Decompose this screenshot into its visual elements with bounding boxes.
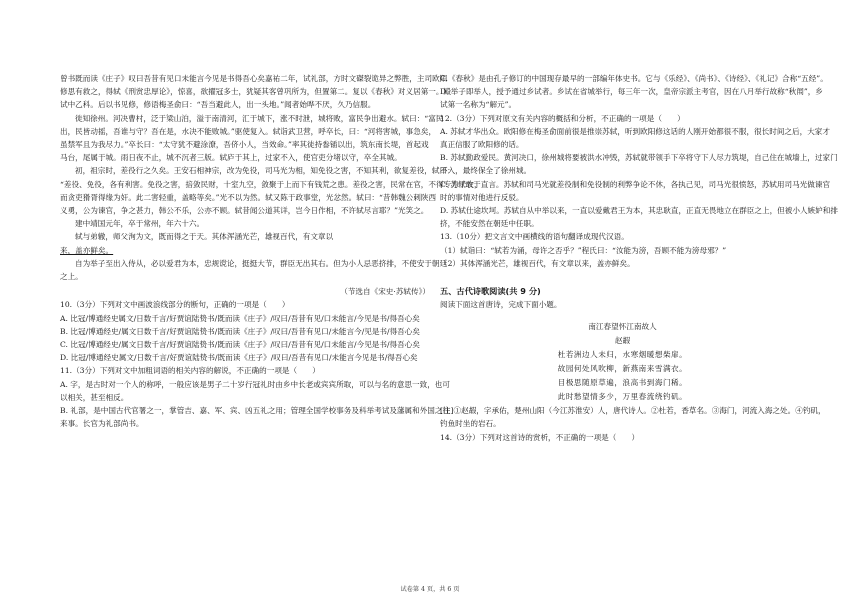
passage-line: 试中乙科。后以书见修，修语梅圣俞曰：“吾当避此人，出一头地。”闻者始哗不厌，久乃信服。 xyxy=(60,100,376,110)
poem-author: 赵嘏 xyxy=(614,336,631,346)
passage-line: 虽禁军且为我尽力。”卒长曰：“太守犹不避涂潦，吾侪小人，当效命。”率其徒持畚锸以出，筑东南长堤，首起戏 xyxy=(60,140,429,150)
passage-line-underlined: 来，盖亦鲜矣。 xyxy=(60,245,114,255)
section-intro: 阅读下面这首唐诗，完成下面小题。 xyxy=(440,300,562,310)
option-b: B. 比冠/博通经史/属文日数千言/好贾谊陆贽书/既而读《庄子》/叹曰/吾昔有见口/未能言今/见是书/得吾心矣 xyxy=(60,326,420,336)
question-12 xyxy=(440,112,838,231)
passage-line: “差役、免役，各有利害。免役之害，掊敛民财，十室九空，敛聚于上而下有钱荒之患。差役之害，民常在官，不得专力于农， xyxy=(60,179,482,189)
option-d: D. 苏轼仕途坎坷。苏轼自从中举以来，一直以爱戴君王为本，其忠耿直，正直无畏地立在群臣之上，但被小人嫉妒和排 xyxy=(440,206,838,216)
question-14-stem: 14.（3分）下列对这首诗的赏析，不正确的一项是（ ） xyxy=(440,432,640,442)
option-a-cont: 以相关，甚至相反。 xyxy=(60,392,129,402)
passage-line: 轼与弟辙，师父洵为文，既而得之于天。其体浑涵光芒，雄视百代，有文章以 xyxy=(75,232,334,242)
passage-line: 修思有救之，得轼《刑赏忠厚论》，惊喜，欲擢冠多士，犹疑其客曾巩所为，但置第二。复以《春秋》对义居第一。殿 xyxy=(60,87,452,97)
section-5 xyxy=(440,284,826,444)
question-13 xyxy=(440,230,805,270)
passage-line: 初，祖宗时，差役行之久矣。王安石相神宗，改为免役，司马光为相，知免役之害，不知其利，欲复差役，轼曰： xyxy=(75,166,455,176)
passage-line: 义勇，公为谏官，争之甚力，韩公不乐，公亦不顾。轼昔闻公道其详，岂今日作相，不许轼尽言耶？”光笑之。 xyxy=(60,206,429,216)
option-c-cont: 时的事情对他进行反驳。 xyxy=(440,192,524,202)
poem-line: 此时愁望情多少，万里春流绕钓矶。 xyxy=(557,392,688,402)
poem-title: 南江春望怀江南故人 xyxy=(588,322,657,332)
section-title: 五、古代诗歌阅读(共 9 分) xyxy=(440,286,541,297)
option-a: A. 苏轼才华出众。欧阳修在梅圣俞面前很是推崇苏轼，听到欧阳修这话的人刚开始都很不服，很长时间之后，大家才 xyxy=(440,126,830,136)
passage-line: 建中靖国元年，卒于常州，年六十六。 xyxy=(75,219,205,229)
option-b: B. 苏轼勤政爱民。黄河决口，徐州城将要被洪水冲毁，苏轼就带领手下卒将守下人尽力筑堤，自己住在城墙上，过家门 xyxy=(440,153,838,163)
passage-line: 徙知徐州。河决曹村，泛于梁山泊，溢于南清河，汇于城下，涨不时泄，城将败，富民争出避水。轼曰：“富民 xyxy=(75,113,444,123)
option-d: D. 比冠/博通经史属文/日数千言/好贾谊陆贽书/既而读《庄子》/叹曰/吾昔有见口/未能言今见是书/得吾心矣 xyxy=(60,353,418,363)
passage-line: 曾书既而读《庄子》叹曰吾昔有见口未能言今见是书得吾心矣嘉祐二年，试礼部，方时文磔裂诡异之弊胜，主司欧阳 xyxy=(60,74,448,83)
poem-line: 目极思随原草遍，浪高书到海门稀。 xyxy=(557,378,688,388)
option-c: C. 苏轼敢于直言。苏轼和司马光就差役制和免役制的利弊争论不休，各执己见，司马光很愤怒，苏轼用司马光做谏官 xyxy=(440,179,831,189)
option-a: A. 字，是古时对一个人的称呼，一般应该是男子二十岁行冠礼时由乡中长老或宾宾所取，可以与名的意思一致，也可 xyxy=(60,379,450,389)
passage-line: 出，民皆动摇，吾谁与守？吾在是，水决不能败城。”驱使复入。轼诣武卫营，呼卒长，曰：“河将害城，事急矣， xyxy=(60,126,437,136)
option-a-cont: 真正信服了欧阳修的话。 xyxy=(440,140,524,150)
question-stem: 12.（3分）下列对原文有关内容的概括和分析，不正确的一项是（ ） xyxy=(440,113,685,123)
question-10 xyxy=(60,298,430,364)
poem-note-cont: 钓鱼时坐的岩石。 xyxy=(440,419,501,429)
page-footer: 试卷第 4 页，共 6 页 xyxy=(400,586,460,593)
option-d-cont: 挤，不能安然在朝廷中任职。 xyxy=(440,219,539,229)
option-c: C. 比冠/博通经史/属文日数千言/好贾谊陆贽书/既而读《庄子》/叹曰/吾昔有见/口未能言/今见是书/得吾心矣 xyxy=(60,340,420,350)
question-stem: 10.（3分）下列对文中画波浪线部分的断句，正确的一项是（ ） xyxy=(60,300,290,310)
question-11 xyxy=(60,364,451,430)
passage-line: 马台，尾属于城。雨日夜不止，城不沉者三版。轼庐于其上，过家不入，使官吏分堵以守，卒全其城。 xyxy=(60,153,402,163)
question-stem: 11.（3分）下列对文中加粗词语的相关内容的解说，不正确的一项是（ ） xyxy=(60,366,320,376)
option-d-cont: 试第一名称为“解元”。 xyxy=(440,100,517,110)
passage-line: 之上。 xyxy=(60,272,83,282)
poem-note: [注]①赵嘏，字承佑，楚州山阳（今江苏淮安）人，唐代诗人。②杜若，香草名。③海门，河流入海之处。④钓矶， xyxy=(440,406,826,416)
passage-line: 而贪吏猾胥得缘为奸。此二害轻重，盖略等矣。”光不以为然。轼又陈于政事堂，光忿然。轼曰：“昔韩魏公刺陕西 xyxy=(60,192,437,202)
passage-source: （节选自《宋史·苏轼传》） xyxy=(340,287,430,297)
option-b-cont: 不入，最终保全了徐州城。 xyxy=(440,166,532,176)
question-11-continued xyxy=(440,72,828,112)
passage-line: 自为举子至出入侍从，必以爱君为本，忠规谠论，挺挺大节，群臣无出其右。但为小人忌恶挤排，不使安于朝廷 xyxy=(75,258,448,268)
right-column xyxy=(440,72,838,444)
option-b: B. 礼部，是中国古代官署之一，掌管吉、嘉、军、宾、凶五礼之用；管理全国学校事务及科举考试及藩属和外国之往 xyxy=(60,406,451,416)
option-c: C.《春秋》是由孔子修订的中国现存最早的一部编年体史书。它与《乐经》、《尚书》、《诗经》、《礼记》合称“五经”。 xyxy=(440,74,828,83)
option-a: A. 比冠/博通经史属文/日数千言/好贾谊陆贽书/既而读《庄子》/叹曰/吾昔有见/口未能言/今见是书/得吾心矣 xyxy=(60,313,420,323)
poem-line: 故园何处风吹柳，新燕南来雪满衣。 xyxy=(557,364,688,374)
poem-line: 杜若洲边人未归，水寒烟暖想柴扉。 xyxy=(557,350,688,360)
option-d: D. 举子即举人，授予通过乡试者。乡试在省城举行，每三年一次，皇帝宗派主考官，因在八月举行故称“秋闱”，乡 xyxy=(440,87,823,97)
option-b-cont: 来事。长官为礼部尚书。 xyxy=(60,419,144,429)
translation-item-2: （2）其体浑涵光芒，雄视百代，有文章以来，盖亦鲜矣。 xyxy=(440,258,635,268)
translation-item-1: （1）轼诣曰：“轼若为涌，母许之否乎？”程氏曰：“汝能为滂，吾顾不能为滂母邪？” xyxy=(440,245,727,255)
question-stem: 13.（10分）把文言文中画横线的语句翻译成现代汉语。 xyxy=(440,232,629,242)
